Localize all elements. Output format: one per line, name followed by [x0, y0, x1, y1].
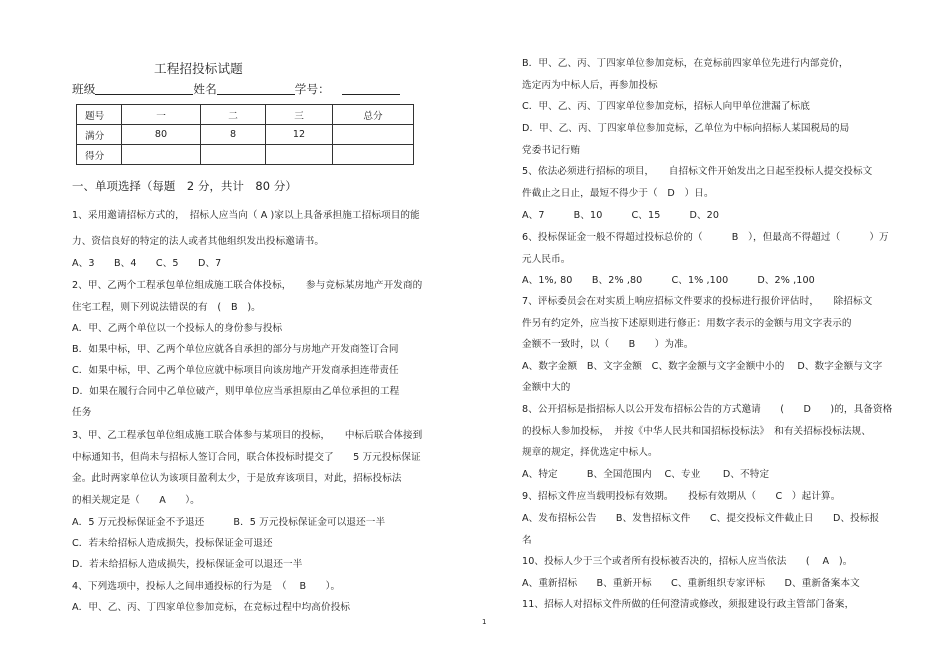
- question-line: C．若未给招标人造成损失，投标保证金可退还: [72, 538, 273, 549]
- name-field[interactable]: [217, 82, 295, 95]
- score-input-cell[interactable]: [266, 145, 333, 165]
- section-title: 一、单项选择（每题 2 分，共计 80 分）: [72, 179, 297, 193]
- name-label: 姓名: [193, 82, 217, 96]
- question-line: 10、投标人少于三个或者所有投标被否决的，招标人应当依法 ( A )。: [522, 556, 853, 567]
- question-line: 3、甲、乙工程承包单位组成施工联合体参与某项目的投标， 中标后联合体接到: [72, 430, 423, 441]
- document-title: 工程招投标试题: [154, 61, 243, 76]
- question-line: 的相关规定是（ A ）。: [72, 495, 200, 506]
- question-line: 的投标人参加投标， 并按《中华人民共和国招标投标法》 和有关招标投标法规、: [522, 426, 872, 437]
- score-table-row-obtained: [77, 145, 414, 165]
- question-line: 选定丙为中标人后，再参加投标: [522, 80, 658, 91]
- question-line: A、特定 B、全国范围内 C、专业 D、不特定: [522, 469, 770, 480]
- question-line: 元人民币。: [522, 254, 571, 265]
- question-line: 4、下列选项中，投标人之间串通投标的行为是 （ B ）。: [72, 581, 341, 592]
- question-line: A、3 B、4 C、5 D、7: [72, 258, 222, 269]
- question-line: 1、采用邀请招标方式的， 招标人应当向（ A )家以上具备承担施工招标项目的能: [72, 210, 420, 221]
- score-header-cell: 二: [228, 110, 238, 122]
- score-cell: 80: [154, 129, 168, 140]
- question-line: 11、招标人对招标文件所做的任何澄清或修改，须报建设行政主管部门备案，: [522, 599, 855, 610]
- question-line: 力、资信良好的特定的法人或者其他组织发出投标邀请书。: [72, 236, 325, 247]
- question-line: D．甲、乙、丙、丁四家单位参加竞标，乙单位为中标向招标人某国税局的局: [522, 123, 850, 134]
- question-line: 8、公开招标是指招标人以公开发布招标公告的方式邀请 ( D )的，具备资格: [522, 404, 893, 415]
- question-line: A．甲、乙两个单位以一个投标人的身份参与投标: [72, 323, 283, 334]
- score-table-row-full-marks: [77, 125, 414, 145]
- question-line: 党委书记行贿: [522, 145, 581, 156]
- score-cell: 满分: [85, 130, 105, 142]
- question-line: A、数字金额 B、文字金额 C、数字金额与文字金额中小的 D、数字金额与文字: [522, 361, 883, 372]
- score-input-cell[interactable]: [333, 145, 414, 165]
- question-line: A．5 万元投标保证金不予退还 B．5 万元投标保证金可以退还一半: [72, 517, 386, 528]
- score-cell: 12: [292, 129, 306, 140]
- question-line: B．甲、乙、丙、丁四家单位参加竞标，在竞标前四家单位先进行内部竞价，: [522, 58, 849, 69]
- class-label: 班级: [72, 82, 96, 96]
- score-table: [76, 104, 414, 165]
- question-line: 中标通知书，但尚未与招标人签订合同，联合体投标时提交了 5 万元投标保证: [72, 452, 421, 463]
- student-info-row: [72, 82, 400, 95]
- question-line: 名: [522, 535, 532, 546]
- question-line: B．如果中标，甲、乙两个单位应就各自承担的部分与房地产开发商签订合同: [72, 344, 399, 355]
- question-line: 件截止之日止，最短不得少于（ D ）日。: [522, 188, 714, 199]
- student-id-label: 学号：: [294, 82, 330, 96]
- score-input-cell[interactable]: [122, 145, 201, 165]
- question-line: 金额不一致时，以（ B ）为准。: [522, 339, 694, 350]
- question-line: 2、甲、乙两个工程承包单位组成施工联合体投标， 参与竞标某房地产开发商的: [72, 280, 423, 291]
- question-line: A．甲、乙、丙、丁四家单位参加竞标，在竞标过程中均高价投标: [72, 602, 351, 613]
- score-cell: 得分: [85, 150, 105, 162]
- question-line: A、1%, 80 B、2% ,80 C、1% ,100 D、2% ,100: [522, 275, 815, 286]
- question-line: A、重新招标 B、重新开标 C、重新组织专家评标 D、重新备案本文: [522, 578, 860, 589]
- score-header-cell: 题号: [85, 110, 105, 122]
- question-line: A、发布招标公告 B、发售招标文件 C、提交投标文件截止日 D、投标报: [522, 513, 880, 524]
- question-line: 任务: [72, 407, 92, 418]
- score-header-cell: 总分: [363, 110, 383, 122]
- student-id-field[interactable]: [342, 82, 400, 95]
- question-line: 9、招标文件应当载明投标有效期。 投标有效期从（ C ）起计算。: [522, 491, 841, 502]
- question-line: 住宅工程，则下列说法错误的有 ( B )。: [72, 302, 261, 313]
- score-header-cell: 三: [294, 110, 304, 122]
- question-line: 件另有约定外，应当按下述原则进行修正：用数字表示的金额与用文字表示的: [522, 318, 852, 329]
- question-line: C．甲、乙、丙、丁四家单位参加竞标，招标人向甲单位泄漏了标底: [522, 101, 810, 112]
- score-header-cell: 一: [156, 110, 166, 122]
- question-line: 规章的规定，择优选定中标人。: [522, 447, 658, 458]
- question-line: C．如果中标，甲、乙两个单位应就中标项目向该房地产开发商承担连带责任: [72, 365, 399, 376]
- question-line: 6、投标保证金一般不得超过投标总价的（ B ），但最高不得超过（ ）万: [522, 232, 889, 243]
- question-line: A、7 B、10 C、15 D、20: [522, 210, 720, 221]
- question-line: 7、评标委员会在对实质上响应招标文件要求的投标进行报价评估时， 除招标文: [522, 296, 873, 307]
- class-field[interactable]: [95, 82, 193, 95]
- question-line: D．若未给招标人造成损失，投标保证金可以退还一半: [72, 559, 303, 570]
- page-number: 1: [482, 618, 487, 626]
- question-line: 5、依法必须进行招标的项目， 自招标文件开始发出之日起至投标人提交投标文: [522, 166, 873, 177]
- question-line: 金额中大的: [522, 382, 571, 393]
- question-line: 金。此时两家单位认为该项目盈利太少，于是放弃该项目，对此，招标投标法: [72, 473, 402, 484]
- score-cell: 8: [229, 129, 237, 140]
- score-input-cell[interactable]: [201, 145, 266, 165]
- question-line: D．如果在履行合同中乙单位破产，则甲单位应当承担原由乙单位承担的工程: [72, 386, 400, 397]
- score-table-header-row: [77, 105, 414, 125]
